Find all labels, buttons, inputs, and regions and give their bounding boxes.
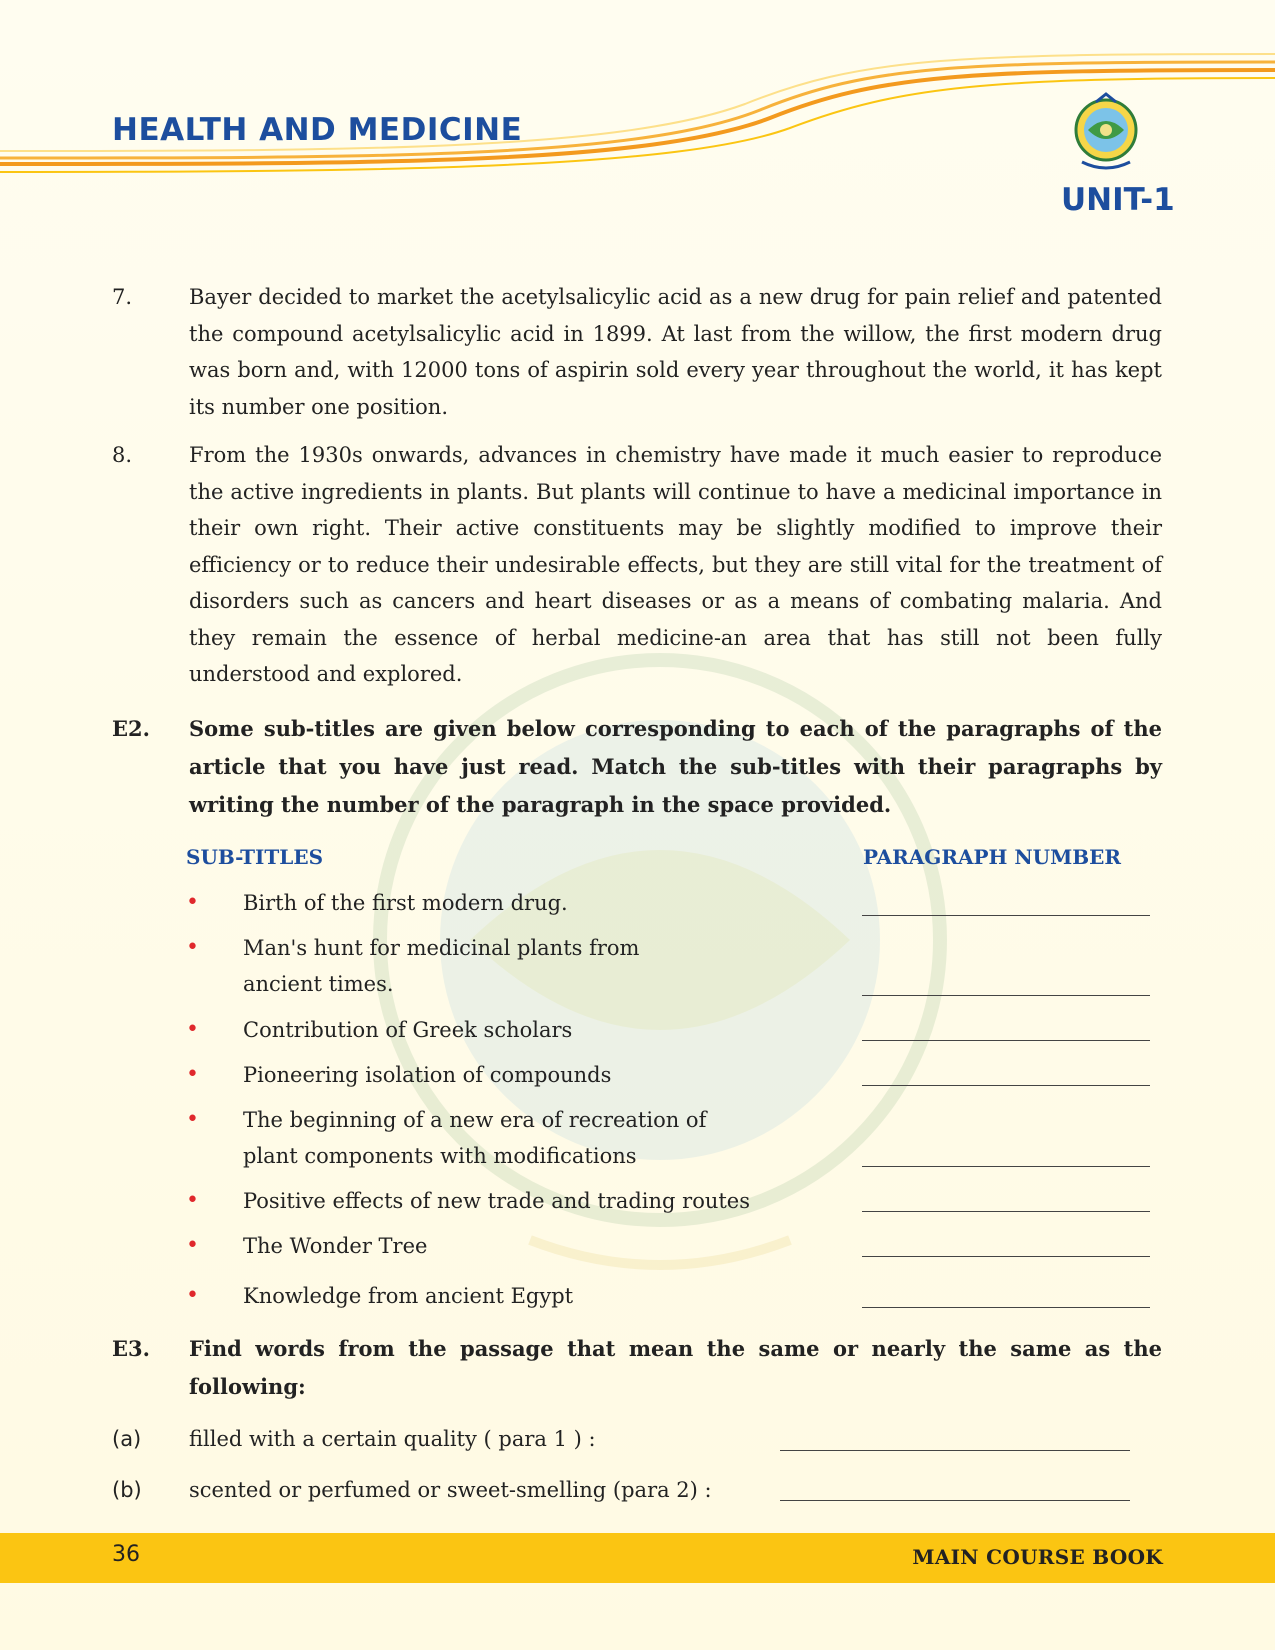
page-number: 36 xyxy=(112,1542,140,1567)
answer-blank[interactable] xyxy=(780,1450,1130,1451)
subtitle-item xyxy=(186,930,766,1002)
answer-blank[interactable] xyxy=(862,1166,1150,1167)
answer-blank[interactable] xyxy=(780,1500,1130,1501)
item-label: (b) xyxy=(112,1478,142,1502)
paragraph-text: From the 1930s onwards, advances in chemistry have made it much easier to reproduce the active ingredients in plants. But plants will continue to have a medicinal importance in their own right. Their active constituents may be slightly modified to improve their efficiency or to reduce their undesirable effects, but they are still vital for the treatment of disorders such as cancers and heart diseases or as a means of combating malaria. And they remain the essence of herbal medicine-an area that has still not been fully understood and explored. xyxy=(189,443,1162,686)
subtitle-text: The beginning of a new era of recreation of xyxy=(243,1108,707,1132)
item-label: (a) xyxy=(112,1427,142,1451)
bullet-icon: • xyxy=(186,935,199,960)
question-text: Find words from the passage that mean the same or nearly the same as the following: xyxy=(189,1336,1162,1399)
bullet-icon: • xyxy=(186,1017,199,1042)
unit-label: UNIT-1 xyxy=(1061,182,1175,218)
subtitle-item xyxy=(186,1278,766,1314)
paragraph-8 xyxy=(112,437,1162,693)
subtitle-item xyxy=(186,1228,766,1264)
cbse-logo-icon xyxy=(1066,92,1146,176)
subtitle-item xyxy=(186,1102,766,1174)
answer-blank[interactable] xyxy=(862,1307,1150,1308)
subtitle-text: Pioneering isolation of compounds xyxy=(243,1063,612,1087)
bullet-icon: • xyxy=(186,890,199,915)
book-name: MAIN COURSE BOOK xyxy=(912,1545,1163,1569)
subtitle-text: Knowledge from ancient Egypt xyxy=(243,1284,574,1308)
subtitle-item xyxy=(186,1057,766,1093)
bullet-icon: • xyxy=(186,1233,199,1258)
bullet-icon: • xyxy=(186,1188,199,1213)
question-number: E2. xyxy=(112,716,150,741)
subtitle-text-continued: plant components with modifications xyxy=(243,1144,637,1168)
answer-blank[interactable] xyxy=(862,1256,1150,1257)
item-text: filled with a certain quality ( para 1 ) : xyxy=(189,1427,596,1451)
question-e2 xyxy=(112,710,1162,824)
bullet-icon: • xyxy=(186,1107,199,1132)
subtitle-text: Man's hunt for medicinal plants from xyxy=(243,936,640,960)
subtitle-item xyxy=(186,885,766,921)
subtitle-item xyxy=(186,1012,766,1048)
answer-blank[interactable] xyxy=(862,1085,1150,1086)
answer-blank[interactable] xyxy=(862,995,1150,996)
question-text: Some sub-titles are given below corresponding to each of the paragraphs of the article that you have just read. Match the sub-titles with their paragraphs by writing the number of the paragraph in the space provided. xyxy=(189,716,1162,817)
subtitle-text-continued: ancient times. xyxy=(243,972,394,996)
answer-blank[interactable] xyxy=(862,915,1150,916)
subtitle-text: Contribution of Greek scholars xyxy=(243,1018,573,1042)
subtitle-text: The Wonder Tree xyxy=(243,1234,428,1258)
subtitle-item xyxy=(186,1183,766,1219)
paragraph-number: 8. xyxy=(112,443,133,467)
paragraph-number: 7. xyxy=(112,285,133,309)
subtitle-text: Birth of the first modern drug. xyxy=(243,891,568,915)
paragraph-text: Bayer decided to market the acetylsalicylic acid as a new drug for pain relief and patented the compound acetylsalicylic acid in 1899. At last from the willow, the first modern drug was born and, with 12000 tons of aspirin sold every year throughout the world, it has kept its number one position. xyxy=(189,285,1162,419)
bullet-icon: • xyxy=(186,1283,199,1308)
question-number: E3. xyxy=(112,1336,150,1361)
subtitles-column-heading: SUB-TITLES xyxy=(186,845,324,869)
item-text: scented or perfumed or sweet-smelling (para 2) : xyxy=(189,1478,712,1502)
answer-blank[interactable] xyxy=(862,1040,1150,1041)
answer-blank[interactable] xyxy=(862,1211,1150,1212)
question-e3 xyxy=(112,1330,1162,1406)
bullet-icon: • xyxy=(186,1062,199,1087)
section-title: HEALTH AND MEDICINE xyxy=(112,112,523,148)
subtitle-text: Positive effects of new trade and trading routes xyxy=(243,1189,751,1213)
paragraph-7 xyxy=(112,279,1162,425)
paragraph-number-column-heading: PARAGRAPH NUMBER xyxy=(863,845,1121,869)
